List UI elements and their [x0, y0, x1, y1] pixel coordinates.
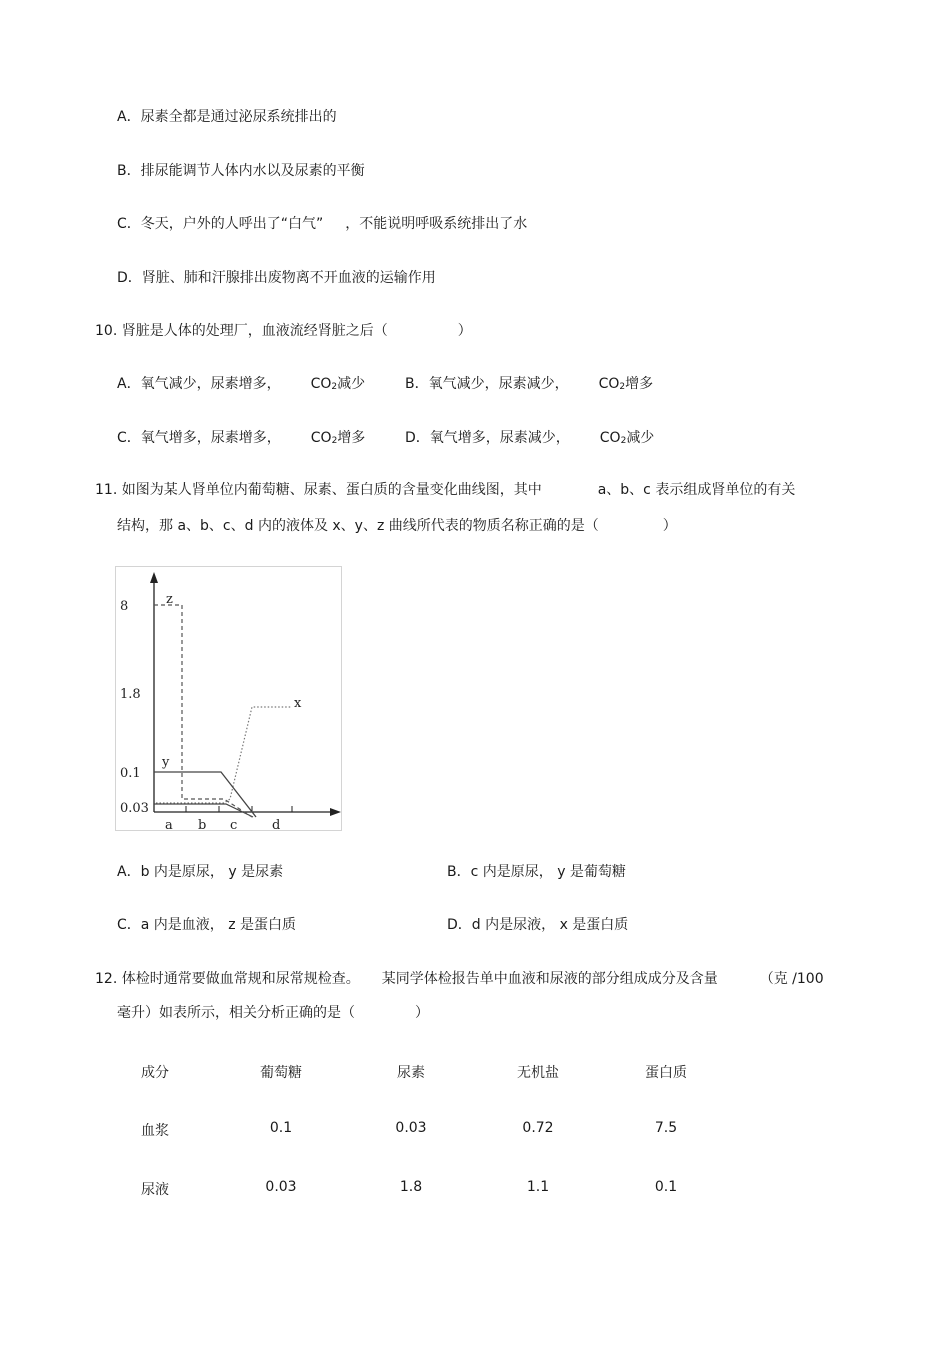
chart-svg: [116, 567, 343, 832]
q10-option-a-co: CO: [310, 376, 332, 392]
q10-option-c-text: C．氧气增多，尿素增多，: [117, 430, 281, 446]
q10-option-c: [117, 429, 365, 450]
q11-stem-close: ）: [662, 518, 677, 534]
q10-option-b-co: CO: [598, 376, 620, 392]
q10-stem-text: 10. 肾脏是人体的处理厂，血液流经肾脏之后（: [95, 323, 388, 339]
series-y-line: [154, 772, 256, 817]
q11-option-a: A．b 内是原尿， y 是尿素: [117, 864, 284, 880]
y-tick-label-3: 0.03: [120, 801, 149, 816]
series-z-line: [154, 605, 252, 817]
q10-option-c-co: CO: [310, 430, 332, 446]
x-tick-label-2: c: [230, 818, 238, 832]
q12-stem-line-2: [117, 1004, 429, 1022]
q10-stem-close: ）: [457, 323, 472, 339]
q10-option-d-post: 减少: [626, 430, 655, 446]
series-label-z: z: [166, 592, 173, 607]
q9-option-c-text-2: ，不能说明呼吸系统排出了水: [345, 216, 528, 232]
q10-option-b-sub: 2: [619, 382, 626, 392]
q10-option-c-sub: 2: [331, 436, 338, 446]
q9-option-d: D．肾脏、肺和汗腺排出废物离不开血液的运输作用: [117, 270, 436, 286]
q12-stem-close: ）: [415, 1005, 429, 1021]
q11-option-b: B．c 内是原尿， y 是葡萄糖: [447, 864, 626, 880]
q12-stem-text-1: 12. 体检时通常要做血常规和尿常规检查。: [95, 971, 360, 987]
table-cell: 7.5: [654, 1120, 678, 1136]
q11-stem-line-2: [117, 517, 677, 535]
table-cell: 血浆: [141, 1123, 169, 1139]
q11-stem-text-1: 11. 如图为某人肾单位内葡萄糖、尿素、蛋白质的含量变化曲线图，其中: [95, 482, 542, 498]
x-axis-arrow: [330, 808, 341, 816]
q10-stem: [95, 322, 472, 340]
q11-stem-text-2: a、b、c 表示组成肾单位的有关: [597, 482, 796, 498]
q9-option-a: A．尿素全都是通过泌尿系统排出的: [117, 109, 337, 125]
q10-option-a-post: 减少: [337, 376, 366, 392]
x-tick-label-0: a: [165, 818, 173, 832]
q10-option-d-text: D．氧气增多，尿素减少，: [405, 430, 570, 446]
q10-option-c-post: 增多: [337, 430, 366, 446]
q10-option-a: [117, 375, 365, 396]
table-header-cell: 尿素: [397, 1065, 425, 1081]
q10-option-d-sub: 2: [620, 436, 627, 446]
x-tick-label-3: d: [272, 818, 281, 832]
table-cell: 0.03: [265, 1179, 297, 1195]
table-header-cell: 成分: [141, 1065, 169, 1081]
q11-stem-text-3: 结构，那 a、b、c、d 内的液体及 x、y、z 曲线所代表的物质名称正确的是（: [117, 518, 599, 534]
table-cell: 1.1: [526, 1179, 550, 1195]
series-label-x: x: [294, 696, 302, 711]
y-tick-label-0: 8: [120, 599, 129, 614]
table-cell: 尿液: [141, 1182, 169, 1198]
y-tick-label-2: 0.1: [120, 766, 141, 781]
q10-option-b-text: B．氧气减少，尿素减少，: [405, 376, 569, 392]
series-y-baseline: [154, 804, 253, 817]
y-axis-arrow: [150, 572, 158, 583]
q9-option-c-text-1: C．冬天，户外的人呼出了“白气”: [117, 216, 324, 232]
kidney-substance-chart: [115, 566, 342, 831]
x-tick-label-1: b: [198, 818, 207, 832]
q11-stem-line-1: [95, 481, 795, 499]
q10-option-a-sub: 2: [331, 382, 338, 392]
series-label-y: y: [162, 755, 170, 770]
table-cell: 1.8: [399, 1179, 423, 1195]
table-cell: 0.72: [522, 1120, 554, 1136]
series-x-line: [156, 707, 292, 803]
q10-option-b: [405, 375, 653, 396]
table-cell: 0.1: [269, 1120, 293, 1136]
table-header-cell: 蛋白质: [645, 1065, 687, 1081]
q9-option-c: [117, 215, 527, 233]
q10-option-b-post: 增多: [625, 376, 654, 392]
q12-stem-text-2: 某同学体检报告单中血液和尿液的部分组成成分及含量: [381, 971, 718, 987]
q11-option-d: D．d 内是尿液， x 是蛋白质: [447, 917, 629, 933]
q10-option-d: [405, 429, 654, 450]
q9-option-b: B．排尿能调节人体内水以及尿素的平衡: [117, 163, 365, 179]
q10-option-a-text: A．氧气减少，尿素增多，: [117, 376, 281, 392]
table-cell: 0.1: [654, 1179, 678, 1195]
q12-stem-text-3: （克 /100: [759, 971, 824, 987]
y-tick-label-1: 1.8: [120, 687, 141, 702]
table-header-cell: 葡萄糖: [260, 1065, 302, 1081]
q12-stem-line-1: [95, 970, 824, 988]
q12-stem-text-4: 毫升）如表所示，相关分析正确的是（: [117, 1005, 355, 1021]
q10-option-d-co: CO: [599, 430, 621, 446]
q11-option-c: C．a 内是血液， z 是蛋白质: [117, 917, 297, 933]
table-header-cell: 无机盐: [517, 1065, 559, 1081]
table-cell: 0.03: [395, 1120, 427, 1136]
